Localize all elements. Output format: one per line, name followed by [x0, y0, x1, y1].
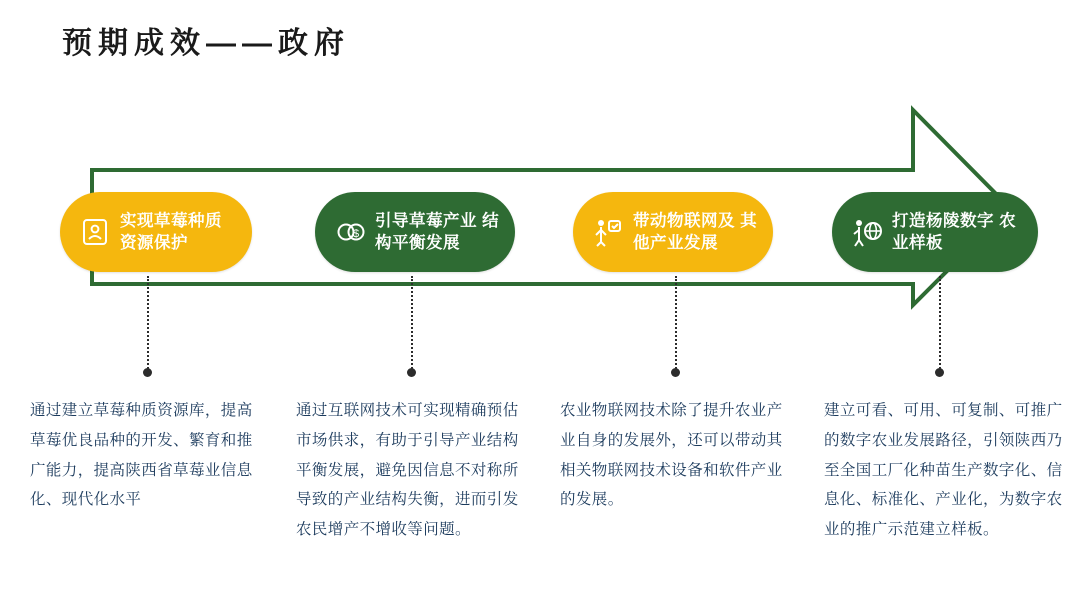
- connector-line-2: [411, 276, 413, 372]
- connector-line-4: [939, 276, 941, 372]
- connector-line-3: [675, 276, 677, 372]
- step-pill-4[interactable]: [832, 192, 1038, 272]
- connector-dot-3: [671, 368, 680, 377]
- step-pill-1[interactable]: [60, 192, 252, 272]
- connector-dot-2: [407, 368, 416, 377]
- id-card-icon: [78, 215, 112, 249]
- step-label-1: 实现草莓种质 资源保护: [120, 211, 222, 252]
- svg-text:$: $: [352, 228, 360, 240]
- step-description-3: 农业物联网技术除了提升农业产业自身的发展外，还可以带动其相关物联网技术设备和软件产业的发展。: [560, 402, 783, 509]
- step-pill-3[interactable]: [573, 192, 773, 272]
- step-label-4: 打造杨陵数字 农业样板: [892, 211, 1017, 252]
- step-description-4: 建立可看、可用、可复制、可推广的数字农业发展路径，引领陕西乃至全国工厂化种苗生产数字化、信息化、标准化、产业化，为数字农业的推广示范建立样板。: [824, 402, 1063, 538]
- connector-line-1: [147, 276, 149, 372]
- step-description-1: 通过建立草莓种质资源库，提高草莓优良品种的开发、繁育和推广能力，提高陕西省草莓业信息化、现代化水平: [30, 402, 253, 509]
- step-description-2: 通过互联网技术可实现精确预估市场供求，有助于引导产业结构平衡发展，避免因信息不对称所导致的产业结构失衡，进而引发农民增产不增收等问题。: [296, 402, 519, 538]
- step-pill-2[interactable]: [315, 192, 515, 272]
- page-title: 预期成效——政府: [62, 27, 350, 60]
- connector-dot-4: [935, 368, 944, 377]
- step-label-2: 引导草莓产业 结构平衡发展: [375, 211, 500, 252]
- person-screen-icon: [591, 215, 625, 249]
- step-label-3: 带动物联网及 其他产业发展: [633, 211, 758, 252]
- person-globe-icon: [850, 215, 884, 249]
- money-coins-icon: [333, 215, 367, 249]
- connector-dot-1: [143, 368, 152, 377]
